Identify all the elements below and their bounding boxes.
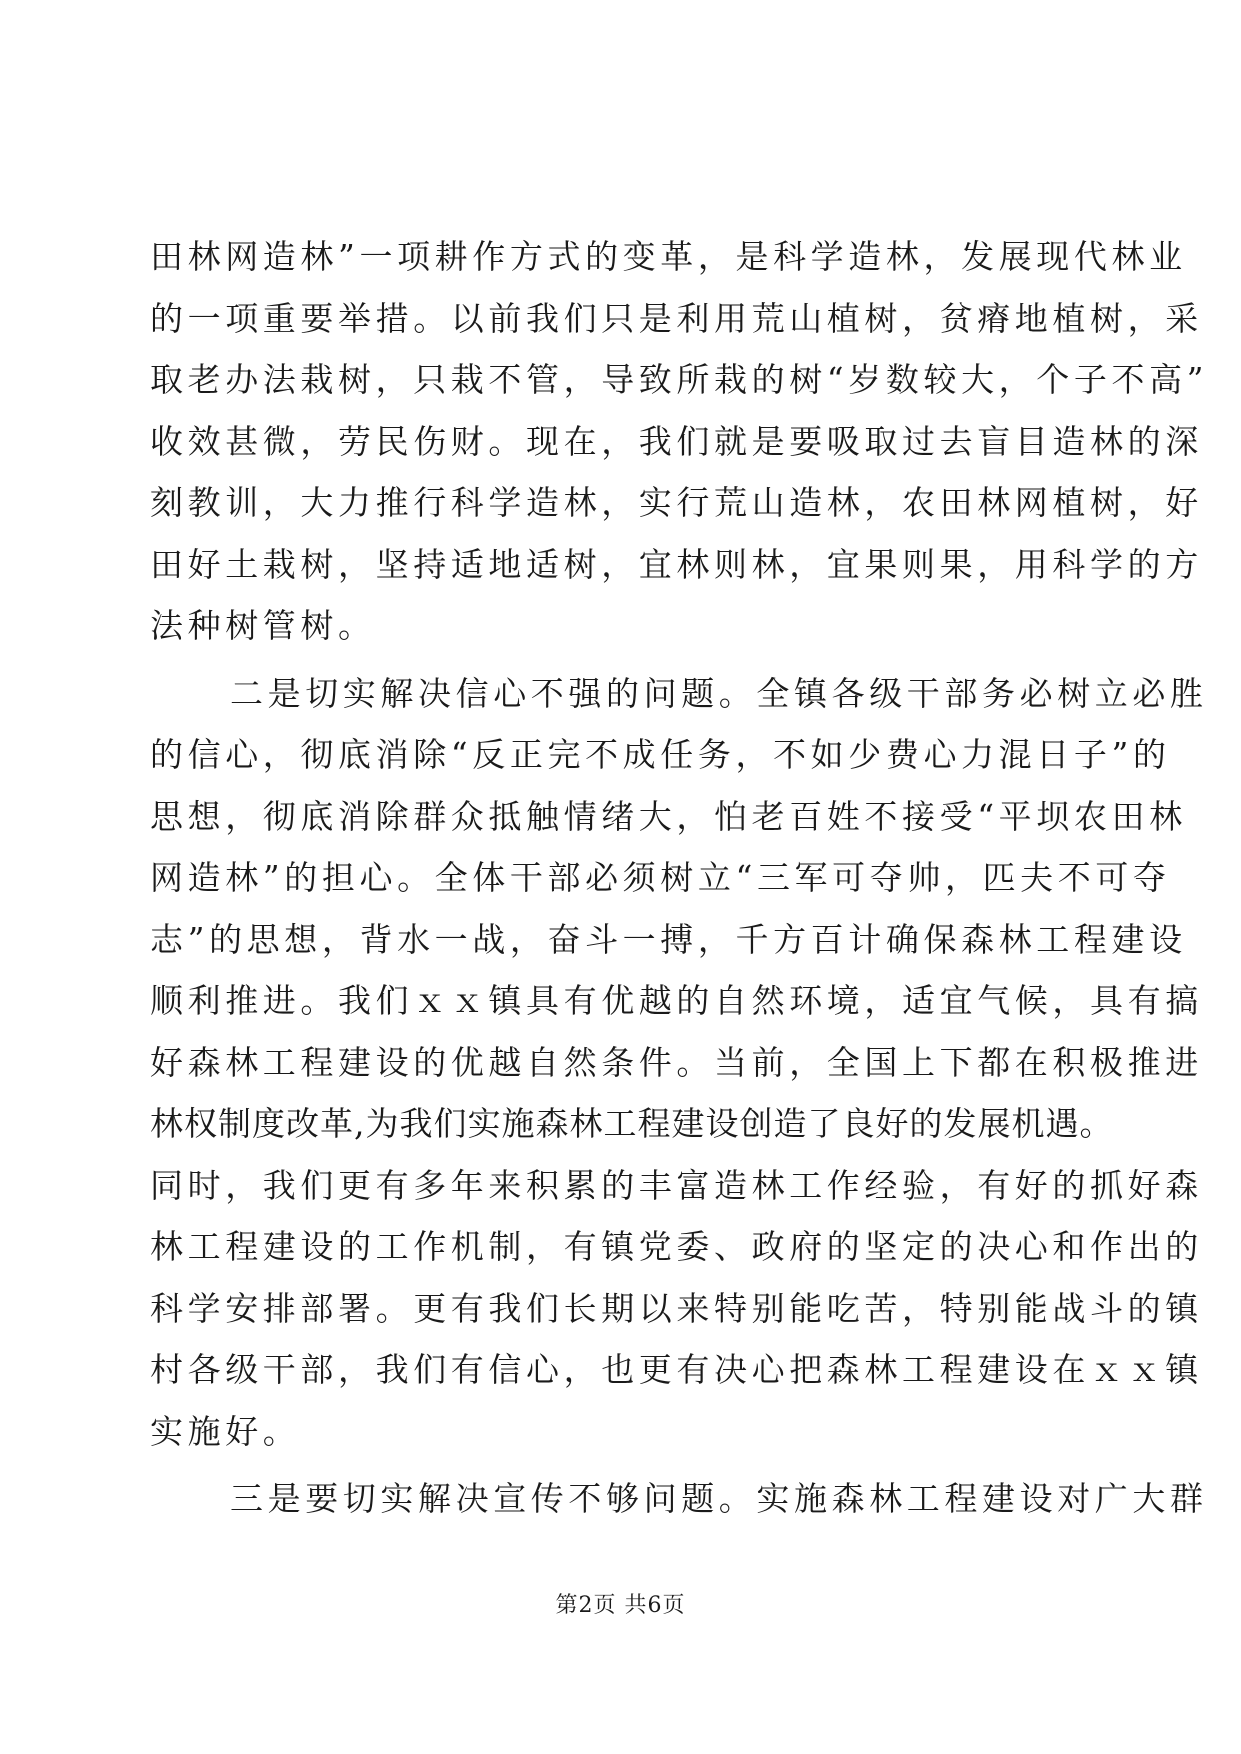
text-line: 网造林”的担心。全体干部必须树立“三军可夺帅，匹夫不可夺	[150, 858, 1171, 897]
text-line: 思想，彻底消除群众抵触情绪大，怕老百姓不接受“平坝农田林	[150, 796, 1187, 836]
document-body	[150, 226, 1209, 1530]
text-line: 法种树管树。	[150, 606, 376, 645]
page-footer	[0, 1591, 1241, 1621]
text-line: 收效甚微，劳民伤财。现在，我们就是要吸取过去盲目造林的深	[150, 421, 1203, 461]
paragraph-start-line: 二是切实解决信心不强的问题。全镇各级干部务必树立必胜	[230, 673, 1208, 713]
page-number: 第2页 共6页	[555, 1593, 686, 1618]
text-line: 顺利推进。我们ｘｘ镇具有优越的自然环境，适宜气候，具有搞	[150, 981, 1203, 1020]
text-line: 林权制度改革,为我们实施森林工程建设创造了良好的发展机遇。	[150, 1104, 1114, 1143]
text-line: 好森林工程建设的优越自然条件。当前，全国上下都在积极推进	[150, 1042, 1203, 1082]
text-line: 刻教训，大力推行科学造林，实行荒山造林，农田林网植树，好	[150, 483, 1203, 522]
text-line: 田林网造林”一项耕作方式的变革，是科学造林，发展现代林业	[150, 237, 1187, 276]
text-line: 的信心，彻底消除“反正完不成任务，不如少费心力混日子”的	[150, 735, 1171, 774]
text-line: 实施好。	[150, 1411, 301, 1451]
text-line: 志”的思想，背水一战，奋斗一搏，千方百计确保森林工程建设	[150, 919, 1187, 959]
text-line: 林工程建设的工作机制，有镇党委、政府的坚定的决心和作出的	[150, 1227, 1203, 1266]
text-line: 科学安排部署。更有我们长期以来特别能吃苦，特别能战斗的镇	[150, 1288, 1203, 1328]
text-line: 村各级干部，我们有信心，也更有决心把森林工程建设在ｘｘ镇	[150, 1350, 1203, 1389]
text-line: 取老办法栽树，只栽不管，导致所栽的树“岁数较大，个子不高”	[150, 360, 1209, 399]
paragraph-start-line: 三是要切实解决宣传不够问题。实施森林工程建设对广大群	[230, 1479, 1208, 1518]
text-line: 的一项重要举措。以前我们只是利用荒山植树，贫瘠地植树，采	[150, 298, 1203, 338]
text-line: 同时，我们更有多年来积累的丰富造林工作经验，有好的抓好森	[150, 1165, 1203, 1205]
text-line: 田好土栽树，坚持适地适树，宜林则林，宜果则果，用科学的方	[150, 544, 1203, 584]
